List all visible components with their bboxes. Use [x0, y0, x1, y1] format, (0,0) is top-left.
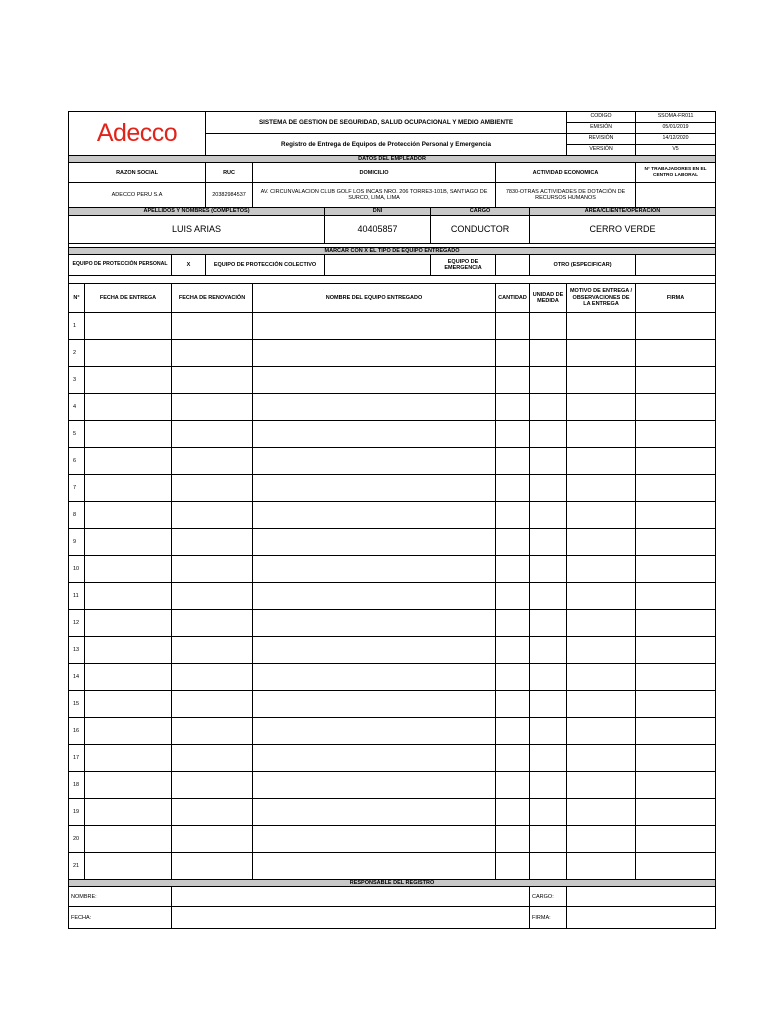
cell-firma[interactable]	[636, 663, 716, 690]
cell-motivo[interactable]	[567, 474, 636, 501]
cell-firma[interactable]	[636, 717, 716, 744]
cell-motivo[interactable]	[567, 420, 636, 447]
cell-cantidad[interactable]	[496, 339, 530, 366]
cell-fecha-renovacion[interactable]	[172, 771, 253, 798]
cell-cantidad[interactable]	[496, 393, 530, 420]
col-fecha-entrega: FECHA DE ENTREGA	[85, 283, 172, 312]
cell-motivo[interactable]	[567, 771, 636, 798]
value-cargo[interactable]: CONDUCTOR	[431, 215, 530, 243]
value-nombres[interactable]: LUIS ARIAS	[69, 215, 325, 243]
cell-unidad[interactable]	[530, 393, 567, 420]
cell-fecha-entrega[interactable]	[85, 312, 172, 339]
table-row	[69, 501, 716, 528]
cell-motivo[interactable]	[567, 366, 636, 393]
label-epc: EQUIPO DE PROTECCIÓN COLECTIVO	[206, 254, 325, 275]
table-row	[69, 663, 716, 690]
cell-cantidad[interactable]	[496, 420, 530, 447]
cell-fecha-entrega[interactable]	[85, 636, 172, 663]
field-cargo[interactable]	[567, 887, 716, 907]
table-row	[69, 474, 716, 501]
cell-fecha-renovacion[interactable]	[172, 825, 253, 852]
header-actividad: ACTIVIDAD ECONOMICA	[496, 163, 636, 183]
table-row	[69, 339, 716, 366]
cell-unidad[interactable]	[530, 528, 567, 555]
col-motivo: MOTIVO DE ENTREGA / OBSERVACIONES DE LA ENTREGA	[567, 283, 636, 312]
cell-motivo[interactable]	[567, 312, 636, 339]
cell-cantidad[interactable]	[496, 825, 530, 852]
cell-fecha-entrega[interactable]	[85, 447, 172, 474]
label-otro: OTRO (ESPECIFICAR)	[530, 254, 636, 275]
cell-unidad[interactable]	[530, 474, 567, 501]
cell-fecha-entrega[interactable]	[85, 771, 172, 798]
cell-cantidad[interactable]	[496, 312, 530, 339]
cell-unidad[interactable]	[530, 312, 567, 339]
cell-unidad[interactable]	[530, 555, 567, 582]
cell-firma[interactable]	[636, 312, 716, 339]
cell-fecha-entrega[interactable]	[85, 690, 172, 717]
cell-fecha-renovacion[interactable]	[172, 636, 253, 663]
cell-fecha-entrega[interactable]	[85, 393, 172, 420]
cell-cantidad[interactable]	[496, 447, 530, 474]
cell-firma[interactable]	[636, 744, 716, 771]
cell-firma[interactable]	[636, 582, 716, 609]
value-otro[interactable]	[636, 254, 716, 275]
cell-firma[interactable]	[636, 393, 716, 420]
cell-firma[interactable]	[636, 690, 716, 717]
cell-firma[interactable]	[636, 447, 716, 474]
cell-firma[interactable]	[636, 501, 716, 528]
cell-motivo[interactable]	[567, 690, 636, 717]
cell-nombre-equipo[interactable]	[253, 582, 496, 609]
cell-nombre-equipo[interactable]	[253, 447, 496, 474]
cell-cantidad[interactable]	[496, 582, 530, 609]
table-row	[69, 798, 716, 825]
cell-unidad[interactable]	[530, 798, 567, 825]
col-firma: FIRMA	[636, 283, 716, 312]
cell-unidad[interactable]	[530, 609, 567, 636]
cell-fecha-renovacion[interactable]	[172, 474, 253, 501]
value-trabajadores[interactable]	[636, 183, 716, 208]
cell-fecha-renovacion[interactable]	[172, 663, 253, 690]
cell-cantidad[interactable]	[496, 366, 530, 393]
value-domicilio: AV. CIRCUNVALACION CLUB GOLF LOS INCAS NRO. 206 TORRE3-101B, SANTIAGO DE SURCO, LIMA, LIMA	[253, 183, 496, 208]
label-cargo: CARGO:	[530, 887, 567, 907]
cell-motivo[interactable]	[567, 447, 636, 474]
cell-motivo[interactable]	[567, 663, 636, 690]
cell-nombre-equipo[interactable]	[253, 825, 496, 852]
cell-firma[interactable]	[636, 339, 716, 366]
table-row	[69, 555, 716, 582]
table-row	[69, 420, 716, 447]
row-number: 7	[69, 474, 85, 501]
row-number: 2	[69, 339, 85, 366]
meta-value-version: V5	[636, 145, 716, 156]
cell-fecha-renovacion[interactable]	[172, 717, 253, 744]
cell-firma[interactable]	[636, 609, 716, 636]
col-unidad: UNIDAD DE MEDIDA	[530, 283, 567, 312]
col-cantidad: CANTIDAD	[496, 283, 530, 312]
adecco-logo: Adecco	[69, 112, 206, 156]
cell-unidad[interactable]	[530, 582, 567, 609]
table-row	[69, 312, 716, 339]
cell-nombre-equipo[interactable]	[253, 312, 496, 339]
header-nombres: APELLIDOS Y NOMBRES (COMPLETOS)	[69, 208, 325, 215]
cell-motivo[interactable]	[567, 798, 636, 825]
cell-unidad[interactable]	[530, 636, 567, 663]
cell-fecha-entrega[interactable]	[85, 717, 172, 744]
cell-firma[interactable]	[636, 474, 716, 501]
cell-motivo[interactable]	[567, 825, 636, 852]
delivery-rows	[69, 312, 716, 879]
value-ruc: 20382984537	[206, 183, 253, 208]
header-area: AREA/CLIENTE/OPERACION	[530, 208, 716, 215]
label-nombre: NOMBRE:	[69, 887, 172, 907]
cell-nombre-equipo[interactable]	[253, 555, 496, 582]
meta-value-codigo: SSOMA-FR011	[636, 112, 716, 123]
cell-firma[interactable]	[636, 798, 716, 825]
header-cargo: CARGO	[431, 208, 530, 215]
table-row	[69, 636, 716, 663]
label-firma: FIRMA:	[530, 907, 567, 929]
table-row	[69, 852, 716, 879]
cell-unidad[interactable]	[530, 339, 567, 366]
col-nombre-equipo: NOMBRE DEL EQUIPO ENTREGADO	[253, 283, 496, 312]
cell-firma[interactable]	[636, 420, 716, 447]
cell-unidad[interactable]	[530, 771, 567, 798]
cell-fecha-entrega[interactable]	[85, 609, 172, 636]
value-razon-social: ADECCO PERU S.A	[69, 183, 206, 208]
table-row	[69, 366, 716, 393]
cell-unidad[interactable]	[530, 690, 567, 717]
cell-nombre-equipo[interactable]	[253, 636, 496, 663]
cell-fecha-entrega[interactable]	[85, 366, 172, 393]
label-epp: EQUIPO DE PROTECCIÓN PERSONAL	[69, 254, 172, 275]
cell-fecha-renovacion[interactable]	[172, 339, 253, 366]
cell-nombre-equipo[interactable]	[253, 798, 496, 825]
cell-motivo[interactable]	[567, 555, 636, 582]
cell-fecha-renovacion[interactable]	[172, 555, 253, 582]
cell-fecha-entrega[interactable]	[85, 852, 172, 879]
cell-fecha-entrega[interactable]	[85, 798, 172, 825]
cell-nombre-equipo[interactable]	[253, 366, 496, 393]
table-row	[69, 609, 716, 636]
col-num: N°	[69, 283, 85, 312]
equipment-type-section-title: MARCAR CON X EL TIPO DE EQUIPO ENTREGADO	[69, 247, 716, 254]
row-number: 20	[69, 825, 85, 852]
row-number: 11	[69, 582, 85, 609]
system-title: SISTEMA DE GESTION DE SEGURIDAD, SALUD OCUPACIONAL Y MEDIO AMBIENTE	[206, 112, 567, 134]
epp-delivery-form	[68, 111, 715, 929]
row-number: 1	[69, 312, 85, 339]
cell-fecha-renovacion[interactable]	[172, 312, 253, 339]
mark-emergencia[interactable]	[496, 254, 530, 275]
meta-label-revision: REVISIÓN	[567, 134, 636, 145]
cell-unidad[interactable]	[530, 420, 567, 447]
cell-nombre-equipo[interactable]	[253, 609, 496, 636]
row-number: 16	[69, 717, 85, 744]
cell-cantidad[interactable]	[496, 798, 530, 825]
mark-epc[interactable]	[325, 254, 431, 275]
row-number: 15	[69, 690, 85, 717]
form-title: Registro de Entrega de Equipos de Protección Personal y Emergencia	[206, 134, 567, 156]
table-row	[69, 771, 716, 798]
row-number: 4	[69, 393, 85, 420]
cell-unidad[interactable]	[530, 717, 567, 744]
cell-fecha-renovacion[interactable]	[172, 393, 253, 420]
cell-nombre-equipo[interactable]	[253, 690, 496, 717]
cell-unidad[interactable]	[530, 744, 567, 771]
row-number: 19	[69, 798, 85, 825]
value-actividad: 7830-OTRAS ACTIVIDADES DE DOTACIÓN DE RECURSOS HUMANOS	[496, 183, 636, 208]
header-razon-social: RAZON SOCIAL	[69, 163, 206, 183]
table-row	[69, 393, 716, 420]
table-row	[69, 744, 716, 771]
cell-cantidad[interactable]	[496, 744, 530, 771]
cell-fecha-renovacion[interactable]	[172, 744, 253, 771]
table-row	[69, 825, 716, 852]
cell-motivo[interactable]	[567, 393, 636, 420]
table-row	[69, 582, 716, 609]
header-trabajadores: N° TRABAJADORES EN EL CENTRO LABORAL	[636, 163, 716, 183]
cell-nombre-equipo[interactable]	[253, 474, 496, 501]
row-number: 17	[69, 744, 85, 771]
cell-firma[interactable]	[636, 528, 716, 555]
cell-fecha-entrega[interactable]	[85, 663, 172, 690]
meta-value-emision: 05/01/2019	[636, 123, 716, 134]
cell-cantidad[interactable]	[496, 609, 530, 636]
form-table	[68, 111, 716, 929]
table-row	[69, 717, 716, 744]
field-nombre[interactable]	[172, 887, 530, 907]
cell-nombre-equipo[interactable]	[253, 501, 496, 528]
cell-fecha-entrega[interactable]	[85, 555, 172, 582]
cell-cantidad[interactable]	[496, 555, 530, 582]
cell-fecha-renovacion[interactable]	[172, 447, 253, 474]
cell-cantidad[interactable]	[496, 528, 530, 555]
cell-fecha-renovacion[interactable]	[172, 798, 253, 825]
cell-fecha-renovacion[interactable]	[172, 852, 253, 879]
cell-motivo[interactable]	[567, 744, 636, 771]
field-firma[interactable]	[567, 907, 716, 929]
cell-fecha-entrega[interactable]	[85, 339, 172, 366]
cell-nombre-equipo[interactable]	[253, 852, 496, 879]
cell-unidad[interactable]	[530, 825, 567, 852]
cell-cantidad[interactable]	[496, 636, 530, 663]
cell-fecha-entrega[interactable]	[85, 528, 172, 555]
cell-nombre-equipo[interactable]	[253, 744, 496, 771]
cell-nombre-equipo[interactable]	[253, 663, 496, 690]
row-number: 8	[69, 501, 85, 528]
label-fecha: FECHA:	[69, 907, 172, 929]
cell-fecha-entrega[interactable]	[85, 825, 172, 852]
label-emergencia: EQUIPO DE EMERGENCIA	[431, 254, 496, 275]
table-row	[69, 447, 716, 474]
employer-section-title: DATOS DEL EMPLEADOR	[69, 156, 716, 163]
cell-unidad[interactable]	[530, 366, 567, 393]
cell-nombre-equipo[interactable]	[253, 771, 496, 798]
value-dni[interactable]: 40405857	[325, 215, 431, 243]
cell-nombre-equipo[interactable]	[253, 339, 496, 366]
cell-fecha-renovacion[interactable]	[172, 582, 253, 609]
row-number: 5	[69, 420, 85, 447]
cell-motivo[interactable]	[567, 609, 636, 636]
meta-label-codigo: CODIGO	[567, 112, 636, 123]
header-dni: DNI	[325, 208, 431, 215]
row-number: 21	[69, 852, 85, 879]
row-number: 3	[69, 366, 85, 393]
row-number: 6	[69, 447, 85, 474]
cell-fecha-entrega[interactable]	[85, 474, 172, 501]
cell-cantidad[interactable]	[496, 501, 530, 528]
cell-fecha-renovacion[interactable]	[172, 528, 253, 555]
cell-firma[interactable]	[636, 852, 716, 879]
mark-epp[interactable]: X	[172, 254, 206, 275]
meta-label-version: VERSIÓN	[567, 145, 636, 156]
table-row	[69, 690, 716, 717]
meta-label-emision: EMISIÓN	[567, 123, 636, 134]
delivery-table-header	[69, 283, 716, 312]
cell-unidad[interactable]	[530, 663, 567, 690]
cell-firma[interactable]	[636, 771, 716, 798]
cell-fecha-entrega[interactable]	[85, 420, 172, 447]
cell-nombre-equipo[interactable]	[253, 420, 496, 447]
cell-unidad[interactable]	[530, 447, 567, 474]
cell-firma[interactable]	[636, 366, 716, 393]
col-fecha-renovacion: FECHA DE RENOVACIÓN	[172, 283, 253, 312]
cell-motivo[interactable]	[567, 528, 636, 555]
cell-unidad[interactable]	[530, 501, 567, 528]
cell-fecha-renovacion[interactable]	[172, 501, 253, 528]
cell-fecha-renovacion[interactable]	[172, 609, 253, 636]
cell-motivo[interactable]	[567, 852, 636, 879]
meta-value-revision: 14/12/2020	[636, 134, 716, 145]
responsible-section-title: RESPONSABLE DEL REGISTRO	[69, 879, 716, 886]
cell-nombre-equipo[interactable]	[253, 528, 496, 555]
row-number: 10	[69, 555, 85, 582]
header-ruc: RUC	[206, 163, 253, 183]
cell-fecha-renovacion[interactable]	[172, 690, 253, 717]
cell-cantidad[interactable]	[496, 663, 530, 690]
value-area[interactable]: CERRO VERDE	[530, 215, 716, 243]
field-fecha[interactable]	[172, 907, 530, 929]
cell-fecha-entrega[interactable]	[85, 582, 172, 609]
cell-motivo[interactable]	[567, 339, 636, 366]
cell-nombre-equipo[interactable]	[253, 717, 496, 744]
cell-cantidad[interactable]	[496, 690, 530, 717]
cell-firma[interactable]	[636, 636, 716, 663]
cell-motivo[interactable]	[567, 582, 636, 609]
header-domicilio: DOMICILIO	[253, 163, 496, 183]
cell-unidad[interactable]	[530, 852, 567, 879]
cell-cantidad[interactable]	[496, 852, 530, 879]
row-number: 12	[69, 609, 85, 636]
cell-cantidad[interactable]	[496, 474, 530, 501]
cell-motivo[interactable]	[567, 501, 636, 528]
cell-fecha-entrega[interactable]	[85, 501, 172, 528]
cell-firma[interactable]	[636, 825, 716, 852]
row-number: 9	[69, 528, 85, 555]
cell-motivo[interactable]	[567, 717, 636, 744]
cell-fecha-renovacion[interactable]	[172, 366, 253, 393]
cell-fecha-renovacion[interactable]	[172, 420, 253, 447]
cell-firma[interactable]	[636, 555, 716, 582]
cell-motivo[interactable]	[567, 636, 636, 663]
cell-nombre-equipo[interactable]	[253, 393, 496, 420]
row-number: 18	[69, 771, 85, 798]
cell-cantidad[interactable]	[496, 771, 530, 798]
row-number: 14	[69, 663, 85, 690]
cell-fecha-entrega[interactable]	[85, 744, 172, 771]
table-row	[69, 528, 716, 555]
cell-cantidad[interactable]	[496, 717, 530, 744]
row-number: 13	[69, 636, 85, 663]
